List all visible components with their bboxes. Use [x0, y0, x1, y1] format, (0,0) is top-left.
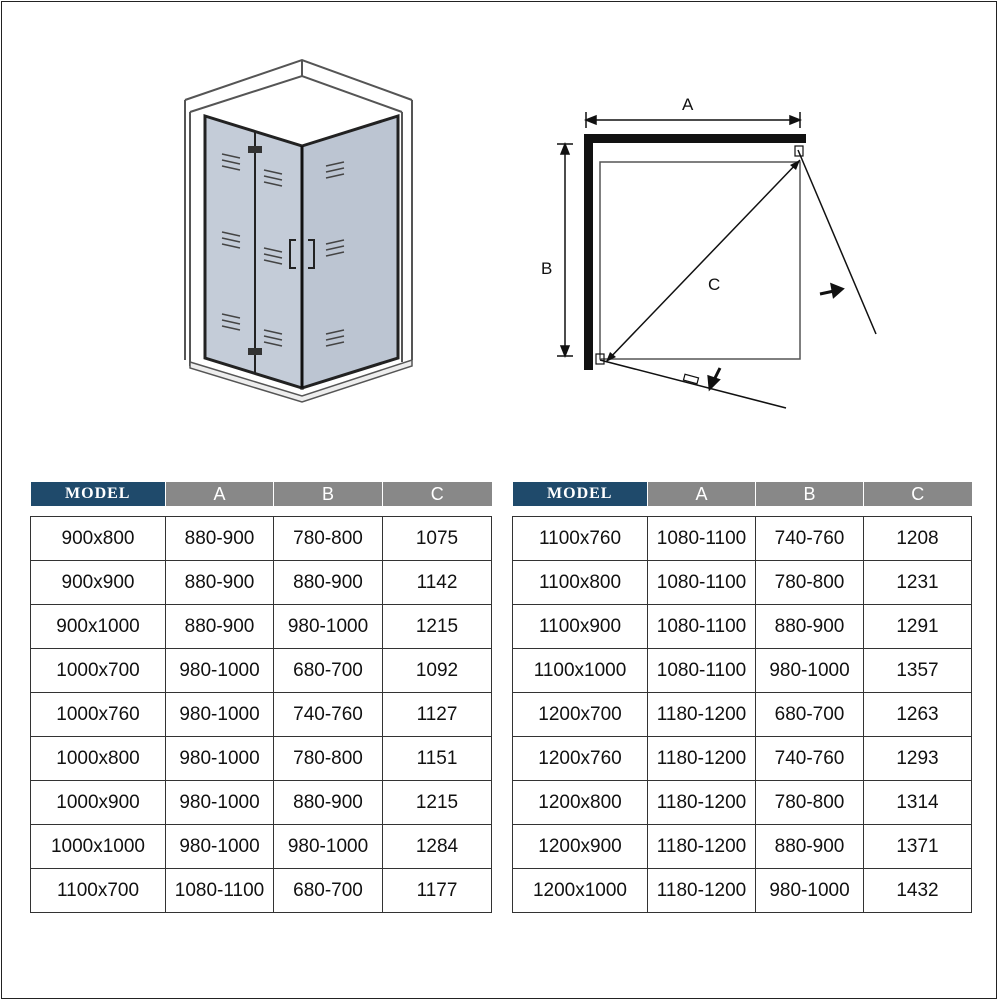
cell-a: 1080-1100: [166, 869, 274, 913]
open-direction-arrow-icon: [820, 285, 842, 296]
header-b: B: [274, 482, 383, 506]
cell-c: 1293: [864, 737, 972, 781]
spec-table-right: [512, 482, 972, 913]
header-b: B: [756, 482, 864, 506]
cell-model: 1100x800: [513, 561, 648, 605]
cell-c: 1208: [864, 517, 972, 561]
table-row: [513, 561, 972, 605]
dimension-a-line: [586, 112, 800, 128]
table-row: [513, 781, 972, 825]
table-row: [513, 693, 972, 737]
cell-c: 1314: [864, 781, 972, 825]
cell-c: 1142: [383, 561, 492, 605]
dimension-b-line: [557, 144, 573, 356]
table-row: [31, 781, 492, 825]
cell-c: 1263: [864, 693, 972, 737]
cell-a: 1180-1200: [648, 869, 756, 913]
cell-c: 1151: [383, 737, 492, 781]
cell-b: 740-760: [756, 517, 864, 561]
cell-c: 1231: [864, 561, 972, 605]
table-row: [513, 605, 972, 649]
cell-model: 1200x800: [513, 781, 648, 825]
table-row: [513, 649, 972, 693]
cell-b: 880-900: [274, 561, 383, 605]
cell-c: 1284: [383, 825, 492, 869]
table-header: [31, 482, 492, 506]
cell-model: 1100x900: [513, 605, 648, 649]
cell-b: 780-800: [756, 781, 864, 825]
header-c: C: [383, 482, 492, 506]
cell-a: 980-1000: [166, 737, 274, 781]
cell-a: 1180-1200: [648, 825, 756, 869]
cell-c: 1215: [383, 605, 492, 649]
cell-c: 1127: [383, 693, 492, 737]
cell-b: 980-1000: [274, 605, 383, 649]
table-row: [31, 649, 492, 693]
cell-a: 1080-1100: [648, 649, 756, 693]
cell-a: 1180-1200: [648, 737, 756, 781]
cell-model: 1000x1000: [31, 825, 166, 869]
label-b: B: [541, 259, 553, 278]
cell-b: 980-1000: [756, 869, 864, 913]
cell-model: 1200x1000: [513, 869, 648, 913]
open-direction-arrow-icon-bottom: [709, 368, 720, 388]
cell-b: 880-900: [756, 605, 864, 649]
cell-a: 880-900: [166, 561, 274, 605]
cell-model: 1000x760: [31, 693, 166, 737]
door-swing-right: [798, 150, 876, 334]
cell-c: 1177: [383, 869, 492, 913]
table-row: [31, 737, 492, 781]
cell-a: 980-1000: [166, 649, 274, 693]
cell-a: 980-1000: [166, 825, 274, 869]
cell-b: 880-900: [274, 781, 383, 825]
cell-b: 680-700: [274, 869, 383, 913]
table-row: [31, 517, 492, 561]
cell-model: 1200x900: [513, 825, 648, 869]
cell-model: 1100x760: [513, 517, 648, 561]
cell-model: 1100x700: [31, 869, 166, 913]
spec-table-left: [30, 482, 492, 913]
cell-b: 780-800: [756, 561, 864, 605]
label-c: C: [708, 275, 721, 294]
cell-model: 1200x760: [513, 737, 648, 781]
cell-c: 1371: [864, 825, 972, 869]
cell-b: 880-900: [756, 825, 864, 869]
cell-a: 1080-1100: [648, 517, 756, 561]
cell-model: 900x1000: [31, 605, 166, 649]
cell-a: 980-1000: [166, 781, 274, 825]
header-model: MODEL: [513, 482, 648, 506]
cell-c: 1432: [864, 869, 972, 913]
cell-b: 780-800: [274, 517, 383, 561]
cell-b: 680-700: [756, 693, 864, 737]
cell-b: 740-760: [756, 737, 864, 781]
cell-a: 1180-1200: [648, 693, 756, 737]
table-row: [513, 825, 972, 869]
cell-model: 1200x700: [513, 693, 648, 737]
cell-model: 900x800: [31, 517, 166, 561]
cell-model: 1000x800: [31, 737, 166, 781]
cell-model: 1000x900: [31, 781, 166, 825]
table-row: [513, 737, 972, 781]
dimension-c-line: [606, 160, 800, 362]
cell-model: 900x900: [31, 561, 166, 605]
table-row: [31, 693, 492, 737]
cell-b: 680-700: [274, 649, 383, 693]
cell-c: 1215: [383, 781, 492, 825]
label-a: A: [682, 95, 694, 114]
table-row: [31, 561, 492, 605]
cell-a: 1080-1100: [648, 605, 756, 649]
table-row: [513, 869, 972, 913]
table-header: [513, 482, 972, 506]
cell-c: 1357: [864, 649, 972, 693]
side-wall: [584, 134, 593, 370]
table-row: [31, 869, 492, 913]
cell-b: 980-1000: [274, 825, 383, 869]
cell-a: 880-900: [166, 517, 274, 561]
cell-b: 780-800: [274, 737, 383, 781]
table-row: [31, 605, 492, 649]
cell-b: 980-1000: [756, 649, 864, 693]
door-swing-bottom: [600, 360, 786, 408]
header-model: MODEL: [31, 482, 166, 506]
cell-c: 1075: [383, 517, 492, 561]
cell-model: 1000x700: [31, 649, 166, 693]
header-c: C: [864, 482, 972, 506]
cell-c: 1092: [383, 649, 492, 693]
header-a: A: [648, 482, 756, 506]
cell-a: 1180-1200: [648, 781, 756, 825]
table-row: [513, 517, 972, 561]
cell-a: 880-900: [166, 605, 274, 649]
header-a: A: [166, 482, 274, 506]
cell-a: 980-1000: [166, 693, 274, 737]
cell-a: 1080-1100: [648, 561, 756, 605]
back-wall: [584, 134, 806, 143]
cell-b: 740-760: [274, 693, 383, 737]
cell-model: 1100x1000: [513, 649, 648, 693]
table-row: [31, 825, 492, 869]
cell-c: 1291: [864, 605, 972, 649]
